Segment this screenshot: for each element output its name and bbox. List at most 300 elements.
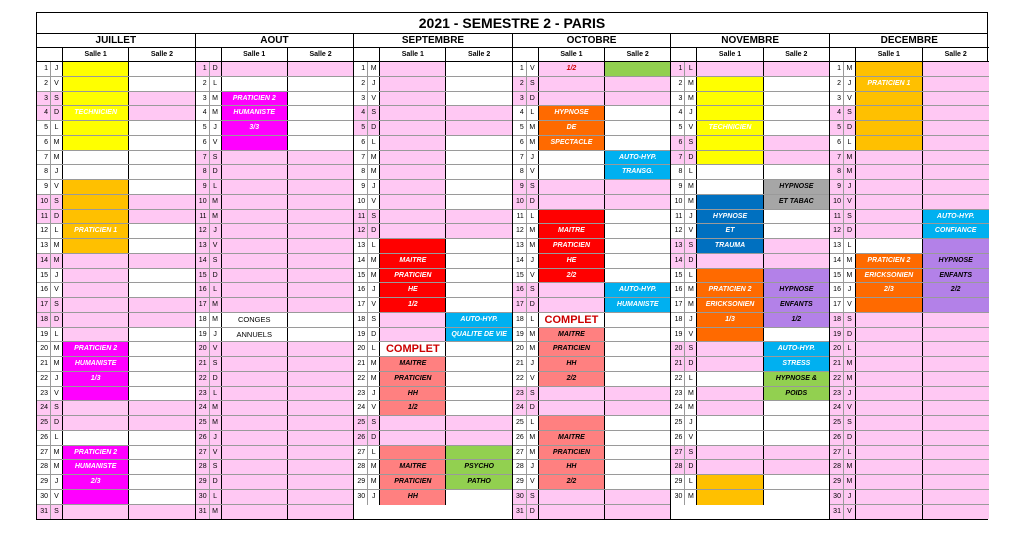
salle-1-cell[interactable] xyxy=(539,210,605,224)
salle-1-cell[interactable] xyxy=(856,106,923,120)
salle-1-cell[interactable]: SPECTACLE xyxy=(539,136,605,150)
salle-2-cell[interactable] xyxy=(923,505,989,520)
salle-2-cell[interactable] xyxy=(288,210,353,224)
salle-1-cell[interactable]: 2/2 xyxy=(539,269,605,283)
salle-2-cell[interactable]: 2/2 xyxy=(923,283,989,297)
salle-1-cell[interactable] xyxy=(222,254,288,268)
salle-1-cell[interactable] xyxy=(222,387,288,401)
salle-2-cell[interactable] xyxy=(923,195,989,209)
salle-1-cell[interactable] xyxy=(63,313,129,327)
salle-2-cell[interactable] xyxy=(764,460,829,474)
salle-2-cell[interactable] xyxy=(446,446,511,460)
salle-1-cell[interactable]: HH xyxy=(539,357,605,371)
salle-2-cell[interactable] xyxy=(764,401,829,415)
salle-2-cell[interactable] xyxy=(923,136,989,150)
salle-2-cell[interactable] xyxy=(923,121,989,135)
salle-1-cell[interactable] xyxy=(222,239,288,253)
salle-1-cell[interactable] xyxy=(539,416,605,430)
salle-2-cell[interactable]: ENFANTS xyxy=(923,269,989,283)
salle-2-cell[interactable] xyxy=(923,490,989,504)
salle-2-cell[interactable]: AUTO-HYP. xyxy=(446,313,511,327)
salle-1-cell[interactable] xyxy=(380,77,446,91)
salle-1-cell[interactable] xyxy=(222,283,288,297)
salle-2-cell[interactable] xyxy=(288,136,353,150)
salle-1-cell[interactable]: PRATICIEN xyxy=(380,372,446,386)
salle-1-cell[interactable] xyxy=(222,490,288,504)
salle-2-cell[interactable] xyxy=(288,475,353,489)
salle-2-cell[interactable] xyxy=(129,121,194,135)
salle-1-cell[interactable] xyxy=(63,165,129,179)
salle-1-cell[interactable]: HYPNOSE xyxy=(539,106,605,120)
salle-2-cell[interactable] xyxy=(288,313,353,327)
salle-1-cell[interactable]: PRATICIEN xyxy=(539,239,605,253)
salle-1-cell[interactable] xyxy=(222,224,288,238)
salle-1-cell[interactable] xyxy=(63,136,129,150)
salle-1-cell[interactable] xyxy=(539,92,605,106)
salle-1-cell[interactable]: HE xyxy=(539,254,605,268)
salle-2-cell[interactable] xyxy=(446,490,511,505)
salle-2-cell[interactable] xyxy=(923,298,989,312)
salle-2-cell[interactable] xyxy=(446,210,511,224)
salle-1-cell[interactable] xyxy=(222,401,288,415)
salle-1-cell[interactable] xyxy=(856,121,923,135)
salle-2-cell[interactable] xyxy=(605,77,670,91)
salle-1-cell[interactable] xyxy=(539,165,605,179)
salle-1-cell[interactable]: HYPNOSE xyxy=(697,210,763,224)
salle-2-cell[interactable] xyxy=(288,446,353,460)
salle-2-cell[interactable] xyxy=(129,165,194,179)
salle-1-cell[interactable]: 1/2 xyxy=(539,62,605,76)
salle-1-cell[interactable]: MAITRE xyxy=(539,224,605,238)
salle-1-cell[interactable] xyxy=(856,239,923,253)
salle-2-cell[interactable]: ENFANTS xyxy=(764,298,829,312)
salle-2-cell[interactable]: QUALITE DE VIE xyxy=(446,328,511,342)
salle-1-cell[interactable] xyxy=(697,254,763,268)
salle-1-cell[interactable] xyxy=(856,431,923,445)
salle-2-cell[interactable] xyxy=(446,269,511,283)
salle-1-cell[interactable] xyxy=(380,151,446,165)
salle-2-cell[interactable]: PATHO xyxy=(446,475,511,489)
salle-1-cell[interactable]: HUMANISTE xyxy=(222,106,288,120)
salle-1-cell[interactable] xyxy=(380,165,446,179)
salle-1-cell[interactable] xyxy=(63,239,129,253)
salle-2-cell[interactable] xyxy=(923,357,989,371)
salle-1-cell[interactable] xyxy=(856,372,923,386)
salle-1-cell[interactable] xyxy=(380,416,446,430)
salle-2-cell[interactable] xyxy=(605,490,670,504)
salle-1-cell[interactable] xyxy=(63,77,129,91)
salle-2-cell[interactable]: HYPNOSE xyxy=(923,254,989,268)
salle-1-cell[interactable] xyxy=(697,269,763,283)
salle-2-cell[interactable] xyxy=(605,92,670,106)
salle-1-cell[interactable]: PRATICIEN xyxy=(539,342,605,356)
salle-1-cell[interactable]: MAITRE xyxy=(539,328,605,342)
salle-1-cell[interactable]: 2/2 xyxy=(539,372,605,386)
salle-2-cell[interactable] xyxy=(129,210,194,224)
salle-1-cell[interactable]: CONGES xyxy=(222,313,288,327)
salle-2-cell[interactable] xyxy=(605,313,670,327)
salle-1-cell[interactable]: COMPLET xyxy=(380,342,446,356)
salle-2-cell[interactable] xyxy=(129,239,194,253)
salle-1-cell[interactable]: 2/3 xyxy=(856,283,923,297)
salle-1-cell[interactable] xyxy=(539,77,605,91)
salle-2-cell[interactable] xyxy=(446,357,511,371)
salle-2-cell[interactable] xyxy=(288,357,353,371)
salle-2-cell[interactable]: PSYCHO xyxy=(446,460,511,474)
salle-2-cell[interactable] xyxy=(446,106,511,120)
salle-2-cell[interactable] xyxy=(923,92,989,106)
salle-1-cell[interactable] xyxy=(697,151,763,165)
salle-2-cell[interactable] xyxy=(288,151,353,165)
salle-2-cell[interactable] xyxy=(764,269,829,283)
salle-1-cell[interactable]: 1/3 xyxy=(63,372,129,386)
salle-1-cell[interactable]: PRATICIEN 2 xyxy=(63,342,129,356)
salle-2-cell[interactable]: HYPNOSE xyxy=(764,283,829,297)
salle-1-cell[interactable] xyxy=(380,62,446,76)
salle-2-cell[interactable] xyxy=(764,224,829,238)
salle-2-cell[interactable] xyxy=(129,328,194,342)
salle-1-cell[interactable] xyxy=(63,328,129,342)
salle-2-cell[interactable] xyxy=(923,460,989,474)
salle-1-cell[interactable]: PRATICIEN 2 xyxy=(856,254,923,268)
salle-1-cell[interactable] xyxy=(697,180,763,194)
salle-1-cell[interactable] xyxy=(856,416,923,430)
salle-2-cell[interactable] xyxy=(288,195,353,209)
salle-1-cell[interactable]: 1/2 xyxy=(380,401,446,415)
salle-2-cell[interactable] xyxy=(923,180,989,194)
salle-1-cell[interactable] xyxy=(697,62,763,76)
salle-2-cell[interactable] xyxy=(605,254,670,268)
salle-2-cell[interactable] xyxy=(923,165,989,179)
salle-2-cell[interactable] xyxy=(764,210,829,224)
salle-2-cell[interactable] xyxy=(923,342,989,356)
salle-1-cell[interactable] xyxy=(856,298,923,312)
salle-2-cell[interactable] xyxy=(605,239,670,253)
salle-1-cell[interactable] xyxy=(697,136,763,150)
salle-1-cell[interactable] xyxy=(856,328,923,342)
salle-1-cell[interactable] xyxy=(856,180,923,194)
salle-1-cell[interactable] xyxy=(380,106,446,120)
salle-1-cell[interactable]: PRATICIEN 2 xyxy=(63,446,129,460)
salle-1-cell[interactable] xyxy=(539,180,605,194)
salle-1-cell[interactable] xyxy=(380,121,446,135)
salle-1-cell[interactable]: ERICKSONIEN xyxy=(856,269,923,283)
salle-2-cell[interactable] xyxy=(923,446,989,460)
salle-1-cell[interactable]: HH xyxy=(539,460,605,474)
salle-2-cell[interactable] xyxy=(605,342,670,356)
salle-1-cell[interactable] xyxy=(222,431,288,445)
salle-1-cell[interactable] xyxy=(697,357,763,371)
salle-2-cell[interactable] xyxy=(923,328,989,342)
salle-2-cell[interactable] xyxy=(764,62,829,76)
salle-1-cell[interactable] xyxy=(697,77,763,91)
salle-2-cell[interactable] xyxy=(446,92,511,106)
salle-2-cell[interactable] xyxy=(288,239,353,253)
salle-1-cell[interactable]: HH xyxy=(380,490,446,505)
salle-1-cell[interactable] xyxy=(856,136,923,150)
salle-1-cell[interactable] xyxy=(856,401,923,415)
salle-2-cell[interactable] xyxy=(446,136,511,150)
salle-2-cell[interactable] xyxy=(605,357,670,371)
salle-2-cell[interactable] xyxy=(288,224,353,238)
salle-1-cell[interactable] xyxy=(697,195,763,209)
salle-2-cell[interactable] xyxy=(764,239,829,253)
salle-2-cell[interactable]: TRANSG. xyxy=(605,165,670,179)
salle-2-cell[interactable] xyxy=(129,136,194,150)
salle-2-cell[interactable] xyxy=(446,342,511,356)
salle-2-cell[interactable] xyxy=(129,460,194,474)
salle-2-cell[interactable] xyxy=(129,372,194,386)
salle-2-cell[interactable] xyxy=(605,121,670,135)
salle-2-cell[interactable] xyxy=(764,254,829,268)
salle-1-cell[interactable]: ANNUELS xyxy=(222,328,288,342)
salle-1-cell[interactable] xyxy=(697,490,763,505)
salle-2-cell[interactable] xyxy=(288,180,353,194)
salle-1-cell[interactable] xyxy=(539,505,605,520)
salle-2-cell[interactable] xyxy=(605,505,670,520)
salle-2-cell[interactable] xyxy=(446,180,511,194)
salle-1-cell[interactable] xyxy=(697,460,763,474)
salle-2-cell[interactable] xyxy=(923,475,989,489)
salle-2-cell[interactable] xyxy=(446,62,511,76)
salle-1-cell[interactable] xyxy=(63,210,129,224)
salle-2-cell[interactable] xyxy=(288,505,353,520)
salle-2-cell[interactable] xyxy=(446,239,511,253)
salle-2-cell[interactable] xyxy=(288,416,353,430)
salle-1-cell[interactable] xyxy=(697,446,763,460)
salle-1-cell[interactable]: MAITRE xyxy=(380,254,446,268)
salle-1-cell[interactable] xyxy=(539,151,605,165)
salle-2-cell[interactable] xyxy=(129,224,194,238)
salle-2-cell[interactable]: CONFIANCE xyxy=(923,224,989,238)
salle-2-cell[interactable] xyxy=(129,254,194,268)
salle-1-cell[interactable] xyxy=(539,401,605,415)
salle-2-cell[interactable] xyxy=(446,77,511,91)
salle-1-cell[interactable] xyxy=(697,372,763,386)
salle-2-cell[interactable] xyxy=(605,195,670,209)
salle-1-cell[interactable] xyxy=(697,401,763,415)
salle-1-cell[interactable]: HH xyxy=(380,387,446,401)
salle-1-cell[interactable]: TECHNICIEN xyxy=(697,121,763,135)
salle-2-cell[interactable] xyxy=(288,121,353,135)
salle-1-cell[interactable] xyxy=(222,136,288,150)
salle-1-cell[interactable] xyxy=(222,446,288,460)
salle-1-cell[interactable] xyxy=(697,387,763,401)
salle-1-cell[interactable] xyxy=(856,165,923,179)
salle-2-cell[interactable] xyxy=(764,431,829,445)
salle-2-cell[interactable]: STRESS xyxy=(764,357,829,371)
salle-2-cell[interactable] xyxy=(129,180,194,194)
salle-2-cell[interactable] xyxy=(129,313,194,327)
salle-2-cell[interactable] xyxy=(446,431,511,445)
salle-2-cell[interactable] xyxy=(129,401,194,415)
salle-2-cell[interactable] xyxy=(129,416,194,430)
salle-1-cell[interactable] xyxy=(380,180,446,194)
salle-2-cell[interactable]: HYPNOSE & xyxy=(764,372,829,386)
salle-1-cell[interactable] xyxy=(539,387,605,401)
salle-2-cell[interactable] xyxy=(288,77,353,91)
salle-1-cell[interactable]: PRATICIEN xyxy=(380,269,446,283)
salle-1-cell[interactable] xyxy=(856,342,923,356)
salle-2-cell[interactable] xyxy=(764,475,829,489)
salle-2-cell[interactable] xyxy=(129,505,194,520)
salle-1-cell[interactable] xyxy=(222,505,288,520)
salle-2-cell[interactable] xyxy=(764,77,829,91)
salle-2-cell[interactable]: AUTO-HYP. xyxy=(764,342,829,356)
salle-2-cell[interactable] xyxy=(764,106,829,120)
salle-2-cell[interactable] xyxy=(605,387,670,401)
salle-1-cell[interactable] xyxy=(63,254,129,268)
salle-1-cell[interactable] xyxy=(63,401,129,415)
salle-1-cell[interactable] xyxy=(856,210,923,224)
salle-2-cell[interactable] xyxy=(446,283,511,297)
salle-1-cell[interactable] xyxy=(380,224,446,238)
salle-2-cell[interactable] xyxy=(129,342,194,356)
salle-2-cell[interactable] xyxy=(129,387,194,401)
salle-1-cell[interactable] xyxy=(63,416,129,430)
salle-2-cell[interactable] xyxy=(764,446,829,460)
salle-1-cell[interactable] xyxy=(222,357,288,371)
salle-1-cell[interactable] xyxy=(856,224,923,238)
salle-1-cell[interactable]: PRATICIEN 1 xyxy=(63,224,129,238)
salle-1-cell[interactable]: PRATICIEN 2 xyxy=(697,283,763,297)
salle-1-cell[interactable] xyxy=(380,446,446,460)
salle-1-cell[interactable] xyxy=(697,416,763,430)
salle-1-cell[interactable]: TECHNICIEN xyxy=(63,106,129,120)
salle-1-cell[interactable] xyxy=(222,372,288,386)
salle-2-cell[interactable] xyxy=(605,210,670,224)
salle-1-cell[interactable] xyxy=(222,460,288,474)
salle-2-cell[interactable] xyxy=(288,431,353,445)
salle-2-cell[interactable] xyxy=(129,92,194,106)
salle-1-cell[interactable] xyxy=(539,490,605,504)
salle-1-cell[interactable] xyxy=(222,298,288,312)
salle-2-cell[interactable] xyxy=(923,431,989,445)
salle-1-cell[interactable] xyxy=(63,195,129,209)
salle-2-cell[interactable] xyxy=(923,151,989,165)
salle-1-cell[interactable]: 2/3 xyxy=(63,475,129,489)
salle-1-cell[interactable] xyxy=(697,342,763,356)
salle-1-cell[interactable] xyxy=(222,165,288,179)
salle-1-cell[interactable] xyxy=(63,505,129,520)
salle-2-cell[interactable] xyxy=(129,62,194,76)
salle-1-cell[interactable]: PRATICIEN xyxy=(539,446,605,460)
salle-1-cell[interactable] xyxy=(856,62,923,76)
salle-2-cell[interactable] xyxy=(605,328,670,342)
salle-2-cell[interactable] xyxy=(605,431,670,445)
salle-1-cell[interactable] xyxy=(697,92,763,106)
salle-1-cell[interactable] xyxy=(856,195,923,209)
salle-1-cell[interactable]: HUMANISTE xyxy=(63,460,129,474)
salle-1-cell[interactable] xyxy=(380,136,446,150)
salle-2-cell[interactable] xyxy=(288,269,353,283)
salle-2-cell[interactable]: AUTO-HYP. xyxy=(605,151,670,165)
salle-2-cell[interactable] xyxy=(923,387,989,401)
salle-1-cell[interactable]: 3/3 xyxy=(222,121,288,135)
salle-2-cell[interactable]: HUMANISTE xyxy=(605,298,670,312)
salle-1-cell[interactable] xyxy=(856,446,923,460)
salle-2-cell[interactable] xyxy=(129,283,194,297)
salle-2-cell[interactable]: ET TABAC xyxy=(764,195,829,209)
salle-1-cell[interactable] xyxy=(856,475,923,489)
salle-2-cell[interactable] xyxy=(605,224,670,238)
salle-2-cell[interactable] xyxy=(288,106,353,120)
salle-2-cell[interactable] xyxy=(446,372,511,386)
salle-1-cell[interactable]: MAITRE xyxy=(380,460,446,474)
salle-2-cell[interactable] xyxy=(129,195,194,209)
salle-2-cell[interactable] xyxy=(605,136,670,150)
salle-1-cell[interactable] xyxy=(380,313,446,327)
salle-2-cell[interactable] xyxy=(129,77,194,91)
salle-1-cell[interactable] xyxy=(697,431,763,445)
salle-1-cell[interactable]: 1/3 xyxy=(697,313,763,327)
salle-1-cell[interactable] xyxy=(697,475,763,489)
salle-2-cell[interactable] xyxy=(923,239,989,253)
salle-2-cell[interactable] xyxy=(129,446,194,460)
salle-1-cell[interactable]: PRATICIEN 1 xyxy=(856,77,923,91)
salle-2-cell[interactable] xyxy=(129,357,194,371)
salle-1-cell[interactable] xyxy=(222,180,288,194)
salle-1-cell[interactable] xyxy=(63,269,129,283)
salle-2-cell[interactable] xyxy=(129,151,194,165)
salle-1-cell[interactable] xyxy=(697,328,763,342)
salle-2-cell[interactable] xyxy=(764,151,829,165)
salle-1-cell[interactable] xyxy=(380,431,446,445)
salle-1-cell[interactable] xyxy=(697,106,763,120)
salle-2-cell[interactable] xyxy=(605,106,670,120)
salle-2-cell[interactable] xyxy=(764,121,829,135)
salle-1-cell[interactable] xyxy=(222,62,288,76)
salle-2-cell[interactable] xyxy=(446,387,511,401)
salle-1-cell[interactable] xyxy=(380,328,446,342)
salle-2-cell[interactable] xyxy=(288,460,353,474)
salle-2-cell[interactable] xyxy=(605,62,670,76)
salle-1-cell[interactable]: ERICKSONIEN xyxy=(697,298,763,312)
salle-1-cell[interactable] xyxy=(856,357,923,371)
salle-2-cell[interactable] xyxy=(605,446,670,460)
salle-2-cell[interactable] xyxy=(923,372,989,386)
salle-2-cell[interactable] xyxy=(129,106,194,120)
salle-1-cell[interactable] xyxy=(63,92,129,106)
salle-2-cell[interactable]: 1/2 xyxy=(764,313,829,327)
salle-1-cell[interactable] xyxy=(697,165,763,179)
salle-1-cell[interactable] xyxy=(856,460,923,474)
salle-2-cell[interactable] xyxy=(605,269,670,283)
salle-1-cell[interactable] xyxy=(222,195,288,209)
salle-2-cell[interactable] xyxy=(764,416,829,430)
salle-2-cell[interactable] xyxy=(288,401,353,415)
salle-2-cell[interactable] xyxy=(288,490,353,504)
salle-1-cell[interactable]: MAITRE xyxy=(380,357,446,371)
salle-1-cell[interactable] xyxy=(856,313,923,327)
salle-2-cell[interactable] xyxy=(288,62,353,76)
salle-1-cell[interactable] xyxy=(63,151,129,165)
salle-1-cell[interactable] xyxy=(63,298,129,312)
salle-2-cell[interactable] xyxy=(605,475,670,489)
salle-1-cell[interactable] xyxy=(63,62,129,76)
salle-2-cell[interactable] xyxy=(288,387,353,401)
salle-2-cell[interactable] xyxy=(288,342,353,356)
salle-2-cell[interactable] xyxy=(288,283,353,297)
salle-1-cell[interactable]: MAITRE xyxy=(539,431,605,445)
salle-2-cell[interactable] xyxy=(446,254,511,268)
salle-2-cell[interactable] xyxy=(764,490,829,505)
salle-2-cell[interactable] xyxy=(605,416,670,430)
salle-1-cell[interactable]: ET xyxy=(697,224,763,238)
salle-1-cell[interactable]: HE xyxy=(380,283,446,297)
salle-1-cell[interactable]: PRATICIEN 2 xyxy=(222,92,288,106)
salle-2-cell[interactable] xyxy=(288,298,353,312)
